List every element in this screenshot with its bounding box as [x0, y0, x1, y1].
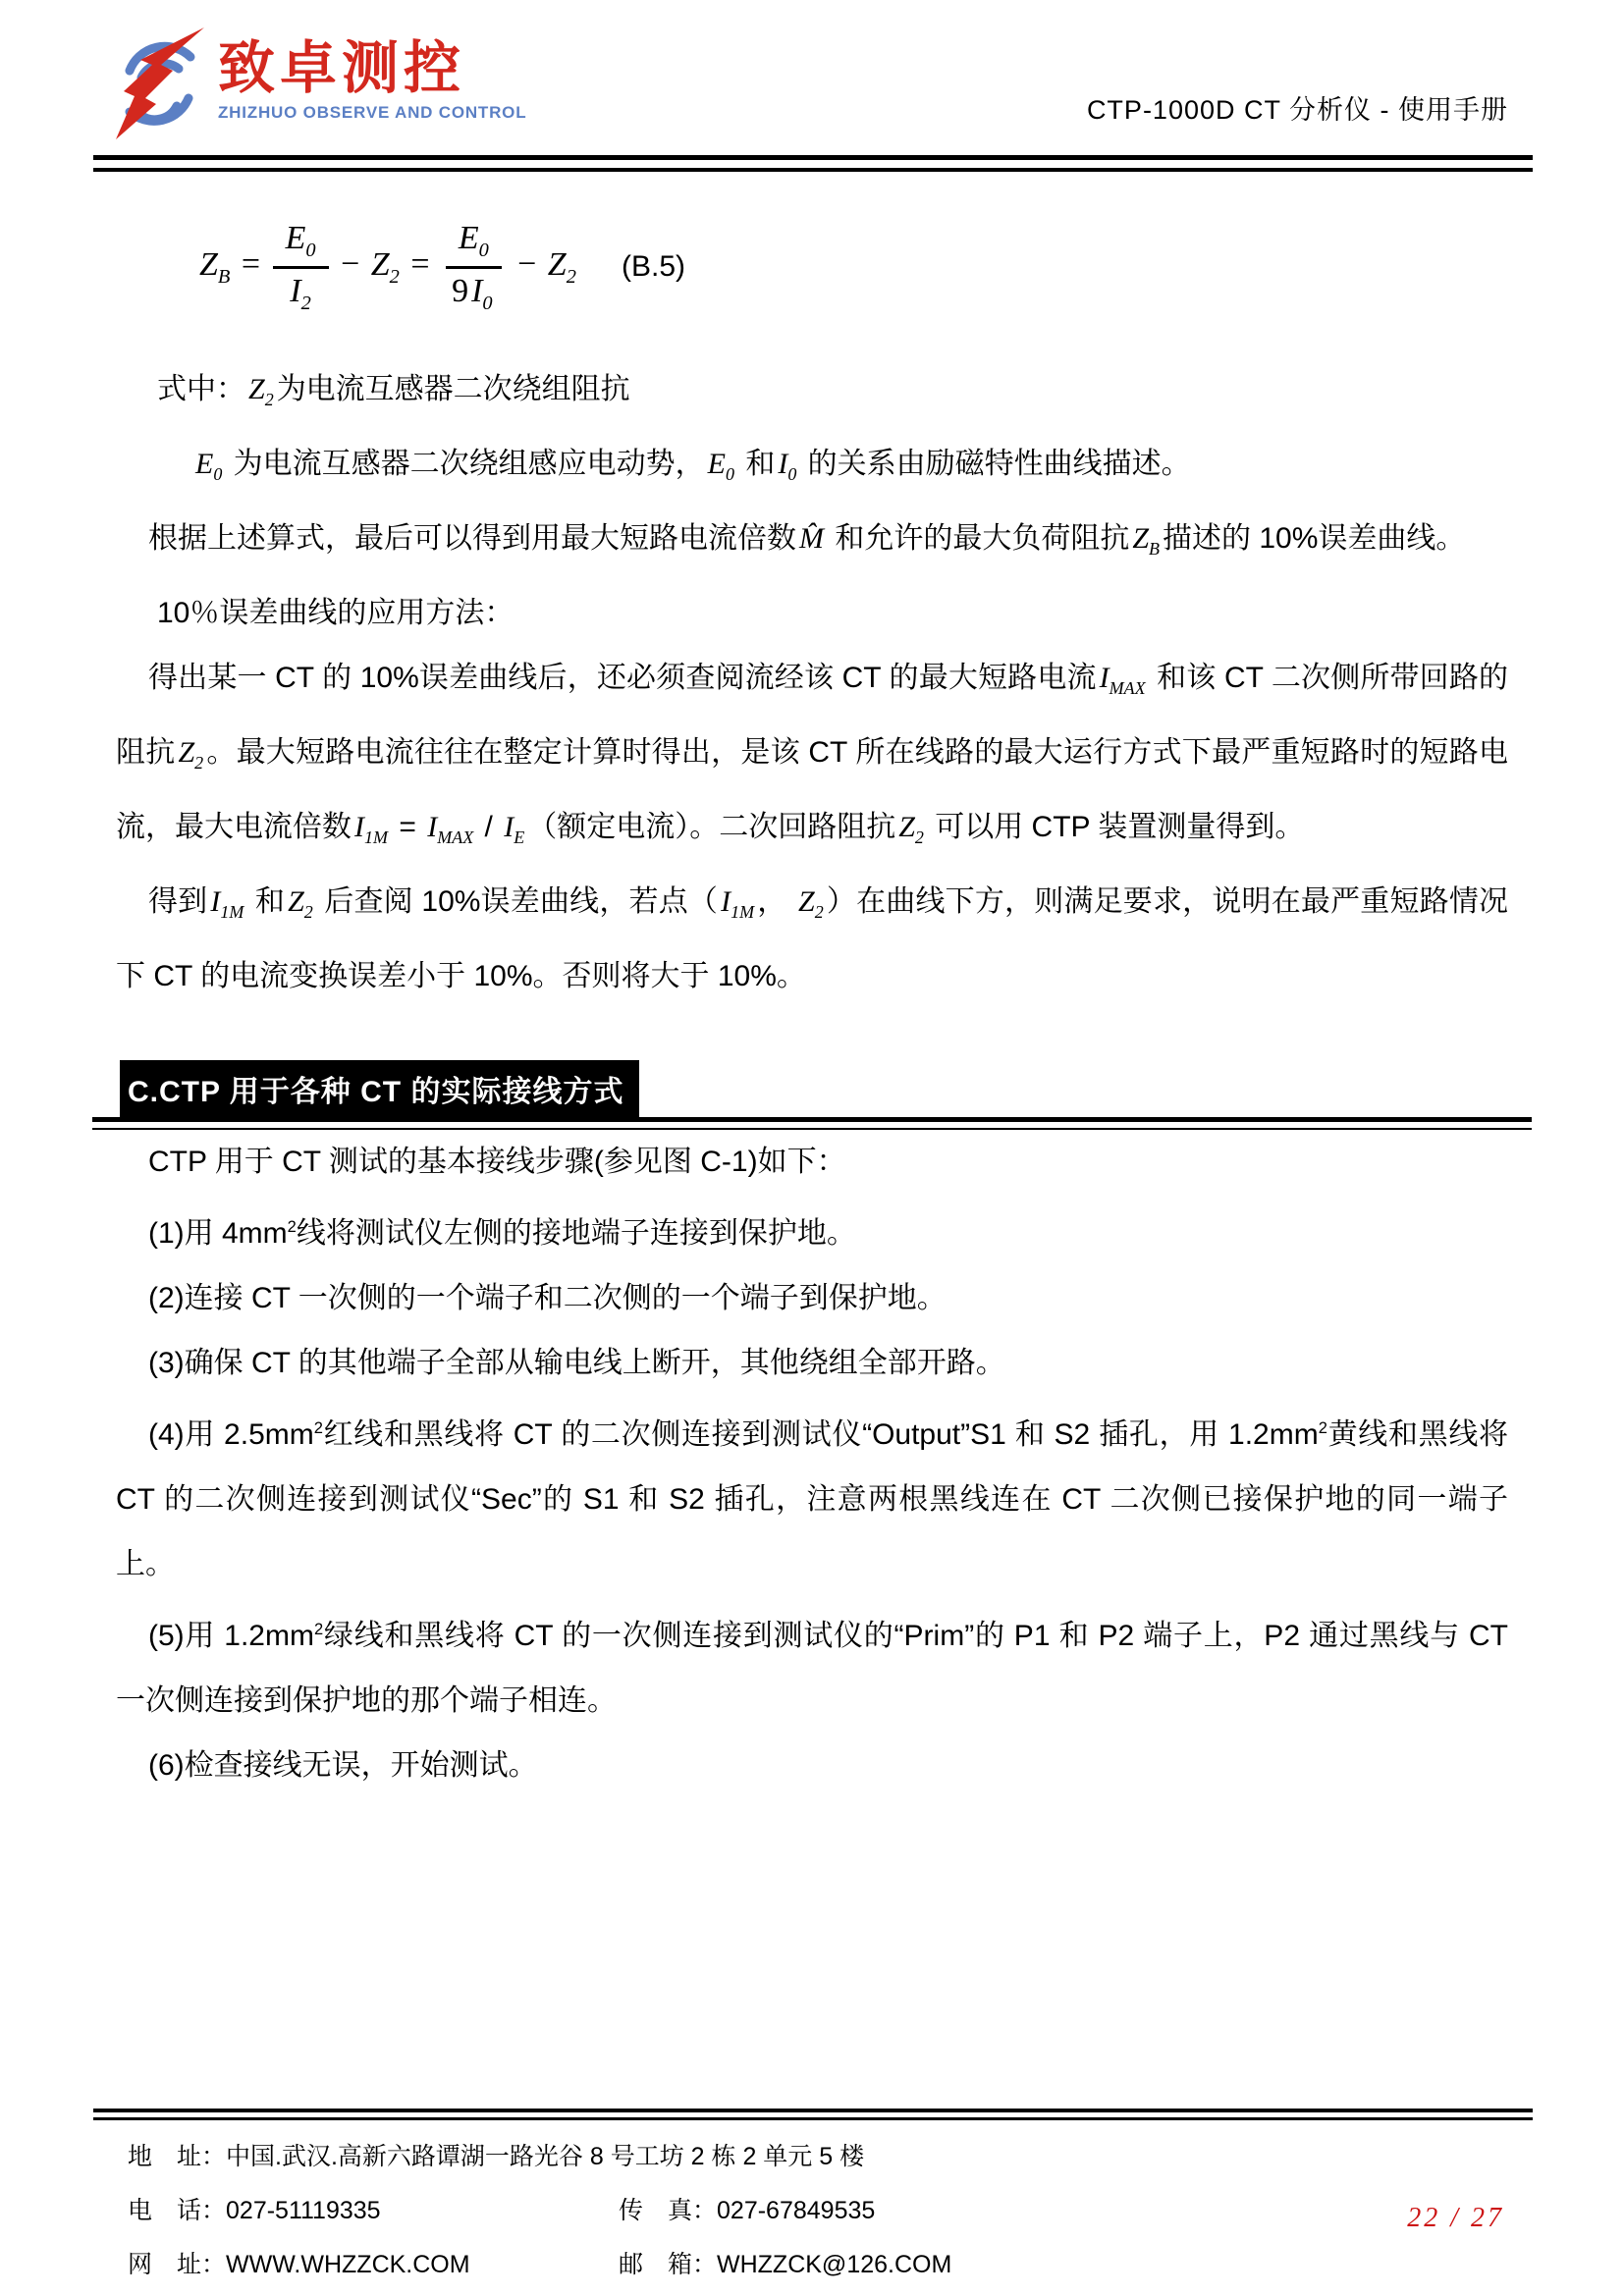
document-title: CTP-1000D CT 分析仪 - 使用手册 — [1086, 95, 1508, 125]
logo-text-block — [218, 26, 526, 123]
address-label: 地 址： — [128, 2143, 227, 2170]
page-body — [116, 194, 1508, 1798]
footer-phone — [128, 2184, 619, 2238]
footer-website — [128, 2238, 619, 2292]
section-c-divider — [92, 1117, 1532, 1130]
footer-contact-block — [128, 2130, 951, 2292]
website-label: 网 址： — [128, 2251, 227, 2278]
equation-b5-label: (B.5) — [622, 250, 686, 283]
wiring-step-6: (6)检查接线无误，开始测试。 — [148, 1749, 538, 1782]
section-c-intro: CTP 用于 CT 测试的基本接线步骤(参见图 C-1)如下： — [148, 1146, 846, 1178]
footer-email — [619, 2238, 951, 2292]
email-label: 邮 箱： — [619, 2251, 718, 2278]
logo-lightning-icon — [108, 26, 210, 141]
paragraph-where-clause: 式中： $Z_2$ 为电流互感器二次绕组阻抗 — [157, 373, 630, 409]
wiring-step-4: (4)用 $2.5mm^2$红线和黑线将 CT 的二次侧连接到测试仪“Output”S1 和 S2 插孔，用 $1.2mm^2$黄线和黑线将 CT 的二次侧连接到测试仪“Sec”的 S1 和 S2 插孔，注意两根黑线连在 CT 二次侧已接保护地的同一端子上。 — [116, 1418, 1509, 1580]
phone-value: 027-51119335 — [226, 2197, 381, 2224]
wiring-step-3: (3)确保 CT 的其他端子全部从输电线上断开，其他绕组全部开路。 — [148, 1347, 1005, 1379]
wiring-step-1: (1)用 $4mm^2$线将测试仪左侧的接地端子连接到保护地。 — [148, 1217, 856, 1250]
paragraph-usage-title: 10％误差曲线的应用方法： — [157, 597, 514, 629]
wiring-step-5: (5)用 $1.2mm^2$绿线和黑线将 CT 的一次侧连接到测试仪的“Prim”的 P1 和 P2 端子上，P2 通过黑线与 CT 一次侧连接到保护地的那个端子相连。 — [116, 1620, 1509, 1717]
page-number: 22 / 27 — [1407, 2203, 1504, 2233]
email-value: WHZZCK@126.COM — [717, 2251, 952, 2278]
footer-phone-row — [128, 2184, 951, 2238]
phone-label: 电 话： — [128, 2197, 227, 2224]
paragraph-e0-definition: $E_0$ 为电流互感器二次绕组感应电动势， $E_0$ 和 $I_0$ 的关系由励磁特性曲线描述。 — [195, 448, 1191, 484]
fax-value: 027-67849535 — [717, 2197, 876, 2224]
logo-company-name: 致卓测控 — [218, 36, 466, 100]
paragraph-error-curve: 根据上述算式，最后可以得到用最大短路电流倍数 M̂ 和允许的最大负荷阻抗 $Z_B$ 描述的 10%误差曲线。 — [148, 522, 1466, 559]
address-value: 中国.武汉.高新六路谭湖一路光谷 8 号工坊 2 栋 2 单元 5 楼 — [226, 2143, 865, 2170]
section-c-heading: C.CTP 用于各种 CT 的实际接线方式 — [120, 1060, 639, 1117]
footer-web-row — [128, 2238, 951, 2292]
paragraph-usage-conclusion: 得到 $I_{1M}$ 和 $Z_2$ 后查阅 10%误差曲线，若点（ $I_{1M}$ ， $Z_2$ ）在曲线下方，则满足要求，说明在最严重短路情况下 CT 的电流变换误差小于 10%。否则将大于 10%。 — [116, 885, 1509, 992]
wiring-step-2: (2)连接 CT 一次侧的一个端子和二次侧的一个端子到保护地。 — [148, 1282, 947, 1314]
footer-address — [128, 2130, 864, 2184]
equation-b5-expression: $Z_B$ = $\frac{E_0}{I_2}$ − $Z_2$ = $\frac{E_0}{9I_0}$ − $Z_2$ — [199, 220, 576, 314]
fax-label: 传 真： — [619, 2197, 718, 2224]
paragraph-usage-detail: 得出某一 CT 的 10%误差曲线后，还必须查阅流经该 CT 的最大短路电流 $I_{MAX}$ 和该 CT 二次侧所带回路的阻抗 $Z_2$ 。最大短路电流往往在整定计算时得出，是该 CT 所在线路的最大运行方式下最严重短路时的短路电流，最大电流倍数 $I_{1M} = I_{MAX} / I_E$ （额定电流）。二次回路阻抗 $Z_2$ 可以用 CTP 装置测量得到。 — [116, 662, 1509, 847]
logo-company-subtitle: ZHIZHUO OBSERVE AND CONTROL — [218, 102, 527, 122]
footer-divider — [93, 2109, 1533, 2120]
header-divider — [93, 155, 1533, 172]
company-logo — [108, 26, 526, 141]
website-value: WWW.WHZZCK.COM — [226, 2251, 470, 2278]
footer-fax — [619, 2184, 875, 2238]
footer-address-row — [128, 2130, 951, 2184]
equation-b5 — [196, 216, 1508, 318]
